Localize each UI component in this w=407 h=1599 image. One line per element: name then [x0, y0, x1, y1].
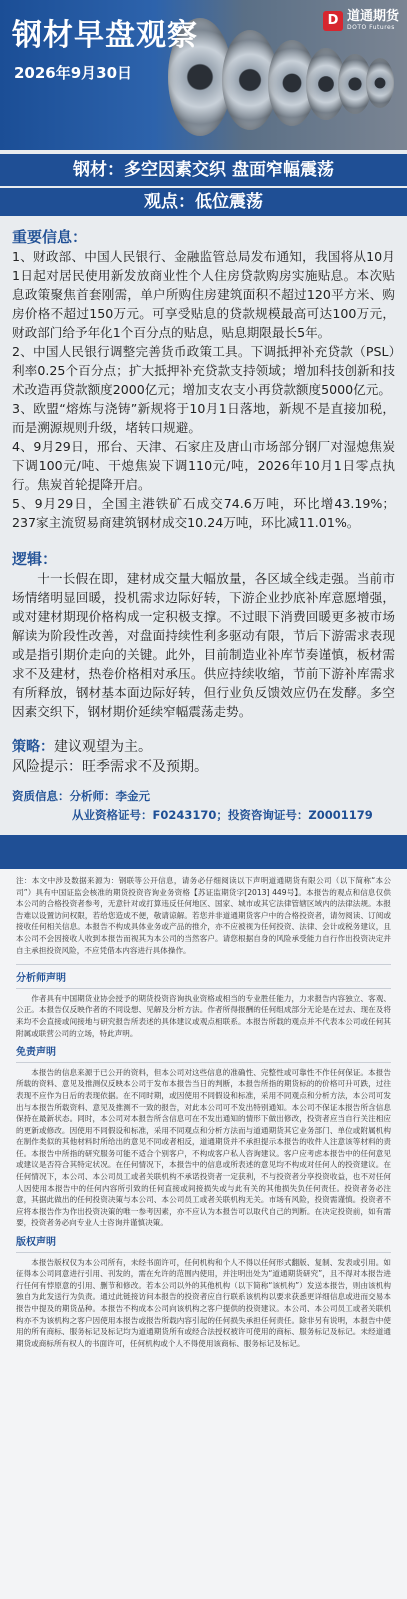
- report-date: 2026年9月30日: [14, 64, 133, 82]
- copyright-text: 本报告版权仅为本公司所有，未经书面许可，任何机构和个人不得以任何形式翻版、复制、发表或引用。如征得本公司同意进行引用、刊发的，需在允许的范围内使用，并注明出处为“道通期货研究”，且不得对本报告进行任何有悖原意的引用、删节和修改。若本公司以外的其他机构（以下简称“该机构”）发送本报告，则由该机构独自为此发送行为负责。通过此链接访问本报告的投资者应自行联系该机构以要求获悉更详细信息或进而交易本报告中提及的期货品种。本报告不构成本公司向该机构之客户提供的投资建议。本公司、本公司员工或者关联机构亦不为该机构之客户因使用本报告或报告所载内容引起的任何损失承担任何责任。除非另有说明，本报告中使用的所有商标、服务标记及标记均为道通期货所有或经合法授权被许可使用的商标、服务标记及标记。未经道通期货或商标所有权人的书面许可，任何机构或个人不得使用该商标、服务标记及标记。: [16, 1257, 391, 1348]
- info-item: 5、9月29日，全国主港铁矿石成交74.6万吨，环比增43.19%；237家主流贸易商建筑钢材成交10.24万吨，环比减11.01%。: [12, 496, 395, 530]
- logo-name: 道通期货: [346, 9, 399, 24]
- logo-subtitle: DOTO Futures: [346, 24, 395, 31]
- analyst-line-1: 资质信息：分析师：李金元: [12, 789, 150, 803]
- strategy-label: 策略：: [12, 739, 54, 755]
- disclaimer-intro: 注：本文中涉及数据来源为：钢联等公开信息，请务必仔细阅读以下声明道通期货有限公司（以下简称“本公司”）具有中国证监会核准的期货投资咨询业务资格【苏证监期货字[2013] 449号】。本报告的观点和信息仅供本公司的合格投资者参考，无意针对或打算违反任何地区、国家、城市或其它法律管辖区域内的法律法规。本报告难以设置访问权限，若给您造成不便，敬请谅解。若您并非道通期货客户中的合格投资者，请勿阅读、订阅或接收任何相关信息。本报告不构成具体业务或产品的推介，亦不应被视为任何投资、法律、会计或税务建议，且本公司不会因接收人收到本报告而视其为本公司的当然客户。请您根据自身的风险承受能力自行作出投资决定并自主承担投资风险，不应凭借本内容进行具体操作。: [16, 876, 391, 955]
- analyst-statement-title: 分析师声明: [16, 973, 391, 989]
- risk-line: [12, 757, 395, 777]
- info-section-title: 重要信息：: [12, 228, 88, 246]
- info-item: 1、财政部、中国人民银行、金融监管总局发布通知，我国将从10月1日起对居民使用新发放商业性个人住房贷款购房实施贴息。本次贴息政策聚焦首套刚需，单户所购住房建筑面积不超过120平方米、购房价格不超过150万元。可享受贴息的贷款规模最高可达100万元，财政部门给予年化1个百分点的贴息，贴息期限最长5年。: [12, 249, 395, 340]
- analyst-info: [12, 787, 395, 825]
- disclaimer-text: 本报告的信息来源于已公开的资料，但本公司对这些信息的准确性、完整性或可靠性不作任何保证。本报告所载的资料、意见及推测仅反映本公司于发布本报告当日的判断，本报告所指的期货标的的价格可升可跌，过往表现不应作为日后的表现依据。在不同时期，或因使用不同假设和标准，采用不同观点和分析方法，本公司可发出与本报告所载资料、意见及推测不一致的报告，对此本公司可不发出特别通知。本公司不保证本报告所含信息保持在最新状态。同时，本公司对本报告所含信息可在不发出通知的情形下做出修改，投资者应当自行关注相应的更新或修改。因使用不同假设和标准，采用不同观点和分析方法而与道通期货其它业务部门、单位或附属机构在制作类似的其他材料时所给出的意见不同或者相反，道通期货并不承担提示本报告的收件人注意该等材料的责任。本报告中所指的研究服务可能不适合个别客户，不构成客户私人咨询建议。客户应考虑本报告中的任何意见或建议是否符合其特定状况。在任何情况下，本报告中的信息或所表述的意见均不构成对任何人的投资建议。在任何情况下，本公司、本公司员工或者关联机构不承诺投资者一定获利，不与投资者分享投资收益，也不对任何人因使用本报告中的任何内容所引致的任何直接或间接损失或与此有关的其他损失负任何责任。投资者务必注意，其据此做出的任何投资决策与本公司、本公司员工或者关联机构无关。市场有风险，投资需谨慎。投资者不应将本报告作为作出投资决策的唯一参考因素，亦不应认为本报告可以取代自己的判断。在决定投资前，如有需要，投资者务必向专业人士咨询并谨慎决策。: [16, 1067, 391, 1228]
- logic-text: 十一长假在即，建材成交量大幅放量，各区域全线走强。当前市场情绪明显回暖，投机需求边际好转，下游企业抄底补库意愿增强，或对建材期现价格构成一定积极支撑。不过眼下消费回暖更多被市场解读为阶段性改善，对盘面持续性利多驱动有限，节后下游需求表现或是指引期价走向的关键。此外，目前制造业补库节奏谨慎，板材需求不及建材，热卷价格相对承压。供应持续收缩，节前下游补库需求有所释放，钢材基本面边际好转，但行业负反馈效应仍在发酵。多空因素交织下，钢材期价延续窄幅震荡走势。: [12, 571, 395, 719]
- headline-banner: 钢材：多空因素交织 盘面窄幅震荡: [0, 154, 407, 186]
- disclaimer-block: [0, 869, 407, 1599]
- copyright-title: 版权声明: [16, 1237, 391, 1253]
- section-divider-band: [0, 835, 407, 869]
- analyst-line-2: 从业资格证号：F0243170；投资咨询证号：Z0001179: [72, 808, 373, 822]
- company-logo: [323, 10, 399, 31]
- info-item: 4、9月29日，邢台、天津、石家庄及唐山市场部分钢厂对湿熄焦炭下调100元/吨、干熄焦炭下调110元/吨，2026年10月1日零点执行。焦炭首轮提降开启。: [12, 439, 395, 492]
- disclaimer-title: 免责声明: [16, 1047, 391, 1063]
- view-banner: 观点：低位震荡: [0, 188, 407, 216]
- report-title: 钢材早盘观察: [12, 18, 198, 53]
- logic-section-title: 逻辑：: [12, 550, 58, 568]
- report-content: [0, 216, 407, 825]
- risk-label: 风险提示：: [12, 759, 82, 775]
- strategy-line: [12, 737, 395, 757]
- header-banner-image: [0, 0, 407, 150]
- disclaimer-intro-block: [16, 875, 391, 965]
- analyst-statement-text: 作者具有中国期货业协会授予的期货投资咨询执业资格或相当的专业胜任能力，力求报告内容独立、客观、公正。本报告仅反映作者的不同设想、见解及分析方法。作者所得报酬的任何组成部分无论是在过去、现在及将来均不会直接或间接地与研究报告所表述的具体建议或观点相联系。本报告所载的观点并不代表本公司或任何其附属或联营公司的立场，特此声明。: [16, 993, 391, 1038]
- info-item: 2、中国人民银行调整完善货币政策工具。下调抵押补充贷款（PSL）利率0.25个百分点；扩大抵押补充贷款支持领域；增加科技创新和技术改造再贷款额度2000亿元；增加支农支小再贷款额度5000亿元。: [12, 344, 395, 397]
- info-item: 3、欧盟“熔炼与浇铸”新规将于10月1日落地，新规不是直接加税，而是溯源规则升级，堵转口规避。: [12, 401, 395, 435]
- risk-text: 旺季需求不及预期。: [82, 759, 208, 775]
- strategy-text: 建议观望为主。: [54, 739, 152, 755]
- logo-mark-icon: D: [323, 11, 343, 31]
